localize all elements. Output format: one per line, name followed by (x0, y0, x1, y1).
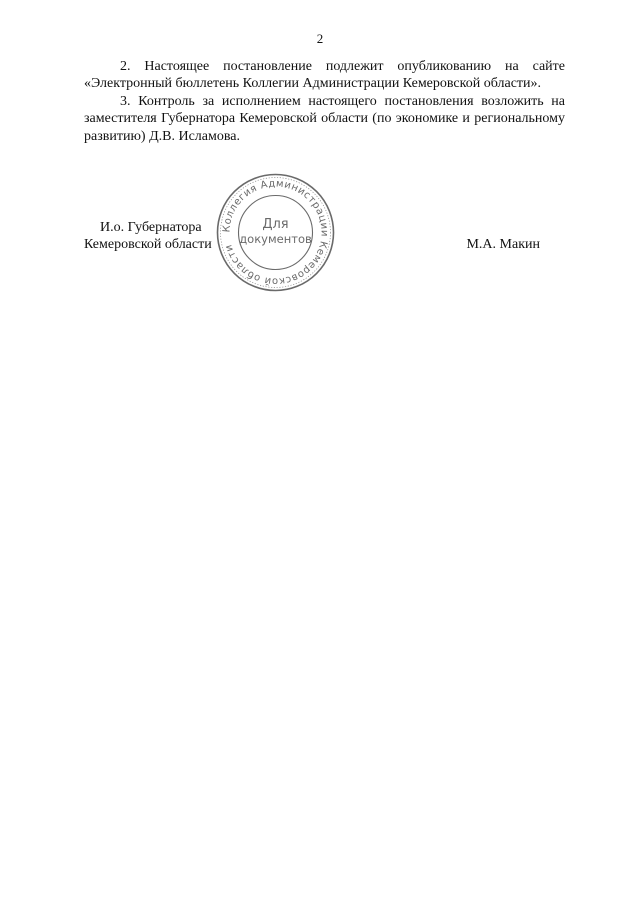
paragraph-control: 3. Контроль за исполнением настоящего постановления возложить на заместителя Губернатора Кемеровской области (по экономике и региональному развитию) Д.В. Исламова. (84, 93, 565, 144)
seal-ring-text: Коллегия Администрации Кемеровской области (221, 178, 330, 287)
signatory-title-line2: Кемеровской области (84, 237, 212, 252)
signatory-name: М.А. Макин (466, 237, 540, 252)
official-seal (213, 170, 338, 295)
paragraph-publication: 2. Настоящее постановление подлежит опубликованию на сайте «Электронный бюллетень Коллегии Администрации Кемеровской области». (84, 59, 565, 92)
page-number: 2 (316, 31, 324, 46)
seal-center-line2: документов (239, 232, 312, 246)
seal-center-line1: Для (262, 217, 289, 232)
signatory-title-line1: И.о. Губернатора (100, 220, 202, 235)
seal-icon (213, 170, 338, 295)
document-body (84, 58, 565, 145)
